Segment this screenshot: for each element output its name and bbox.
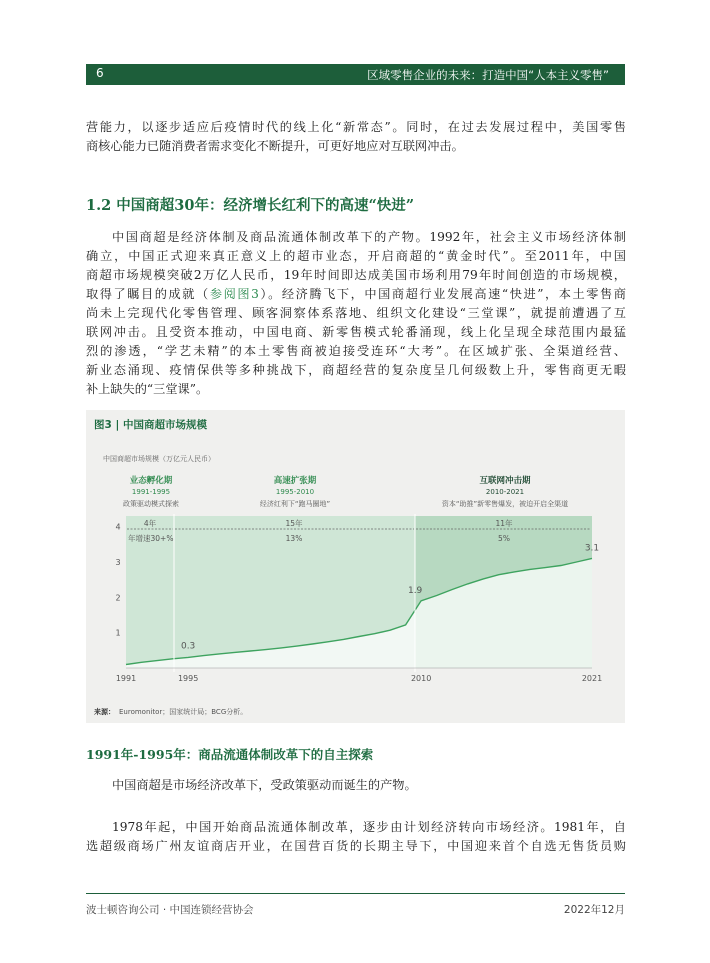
y-tick-label: 4 [115,522,121,532]
text-line: 营能力，以逐步适应后疫情时代的线上化“新常态”。同时，在过去发展过程中，美国零售 [86,120,626,134]
text-line: 联网冲击。且受资本推动，中国电商、新零售模式轮番涌现，线上化呈现全球范围内最猛 [86,325,626,339]
page-header-bar [86,64,625,85]
x-tick-label: 1991 [115,674,137,683]
source-label: 来源： [94,708,115,716]
phase-2-years: 1995-2010 [275,488,315,496]
source-text: Euromonitor；国家统计局；BCG分析。 [119,708,248,716]
footer-publisher: 波士顿咨询公司 · 中国连锁经营协会 [86,904,254,916]
footer-rule [86,893,625,894]
text-line: 烈的渗透，“学艺未精”的本土零售商被迫接受连环“大考”。在区域扩张、全渠道经营、 [86,344,626,358]
page-number: 6 [96,66,104,80]
phase-2-desc: 经济红利下“跑马圈地” [259,500,331,508]
phase-1-desc: 政策驱动模式探索 [123,500,179,508]
x-tick-label: 2010 [410,674,432,683]
y-tick-label: 2 [115,593,121,603]
y-tick-label: 3 [115,557,121,567]
text-line: 确立，中国正式迎来真正意义上的超市业态，开启商超的“黄金时代”。至2011年，中国 [86,249,626,263]
section-paragraph [86,228,626,399]
phase-1-duration: 4年 [143,519,157,528]
phase-2-growth: 13% [285,534,303,543]
x-tick-label: 2021 [581,674,603,683]
unit-label: 中国商超市场规模（万亿元人民币） [103,455,215,463]
text-fragment: ）。经济腾飞下，中国商超行业发展高速“快进”，本土零售商 [258,287,626,301]
footer-date: 2022年12月 [563,904,625,916]
phase-3-desc: 资本“助推”新零售爆发，被迫开启全渠道 [441,500,569,508]
text-line: 尚未上完现代化零售管理、顾客洞察体系落地、组织文化建设“三堂课”，就提前遭遇了互 [86,306,626,320]
text-line [86,285,626,304]
data-label: 1.9 [407,585,423,596]
figure-reference-link[interactable]: 参阅图3 [209,287,259,301]
phase-3-growth: 5% [498,534,510,543]
running-title: 区域零售企业的未来：打造中国“人本主义零售” [367,68,609,82]
text-line: 商超市场规模突破2万亿人民币，19年时间即达成美国市场利用79年时间创造的市场规模， [86,268,626,282]
subsection-heading: 1991年-1995年：商品流通体制改革下的自主探索 [86,747,374,762]
text-line: 1978年起，中国开始商品流通体制改革，逐步由计划经济转向市场经济。1981年，自 [112,820,626,834]
phase-2-duration: 15年 [285,519,303,528]
text-line: 商核心能力已随消费者需求变化不断提升，可更好地应对互联网冲击。 [86,139,464,153]
text-line: 选超级商场广州友谊商店开业，在国营百货的长期主导下，中国迎来首个自选无售货员购 [86,839,626,853]
phase-1-growth: 年增速30+% [128,534,174,543]
phase-3-years: 2010-2021 [485,488,525,496]
subsection-paragraph-1 [86,776,626,795]
subsection-paragraph-2 [86,818,626,856]
y-tick-label: 1 [115,628,121,638]
phase-1-years: 1991-1995 [131,488,171,496]
phase-2-name: 高速扩张期 [273,476,317,486]
y-axis-ticks [115,523,120,638]
intro-paragraph [86,118,626,156]
data-label: 0.3 [180,641,196,652]
text-line: 中国商超是市场经济改革下，受政策驱动而诞生的产物。 [112,778,417,792]
section-heading: 1.2 中国商超30年：经济增长红利下的高速“快进” [86,197,415,214]
text-fragment: 取得了瞩目的成就（ [86,287,210,301]
phase-3-duration: 11年 [495,519,513,528]
text-line: 补上缺失的“三堂课”。 [86,382,209,396]
figure-3-panel [86,410,625,723]
text-line: 中国商超是经济体制及商品流通体制改革下的产物。1992年，社会主义市场经济体制 [112,230,626,244]
text-line: 新业态涌现、疫情保供等多种挑战下，商超经营的复杂度呈几何级数上升，零售商更无暇 [86,363,626,377]
phase-3-name: 互联网冲击期 [479,476,531,486]
figure-label: 图3 | 中国商超市场规模 [94,419,207,431]
market-size-chart [86,410,625,723]
x-axis-ticks [116,674,602,683]
x-tick-label: 1995 [177,674,199,683]
phase-1-name: 业态孵化期 [129,476,173,486]
data-label: 3.1 [584,543,600,554]
